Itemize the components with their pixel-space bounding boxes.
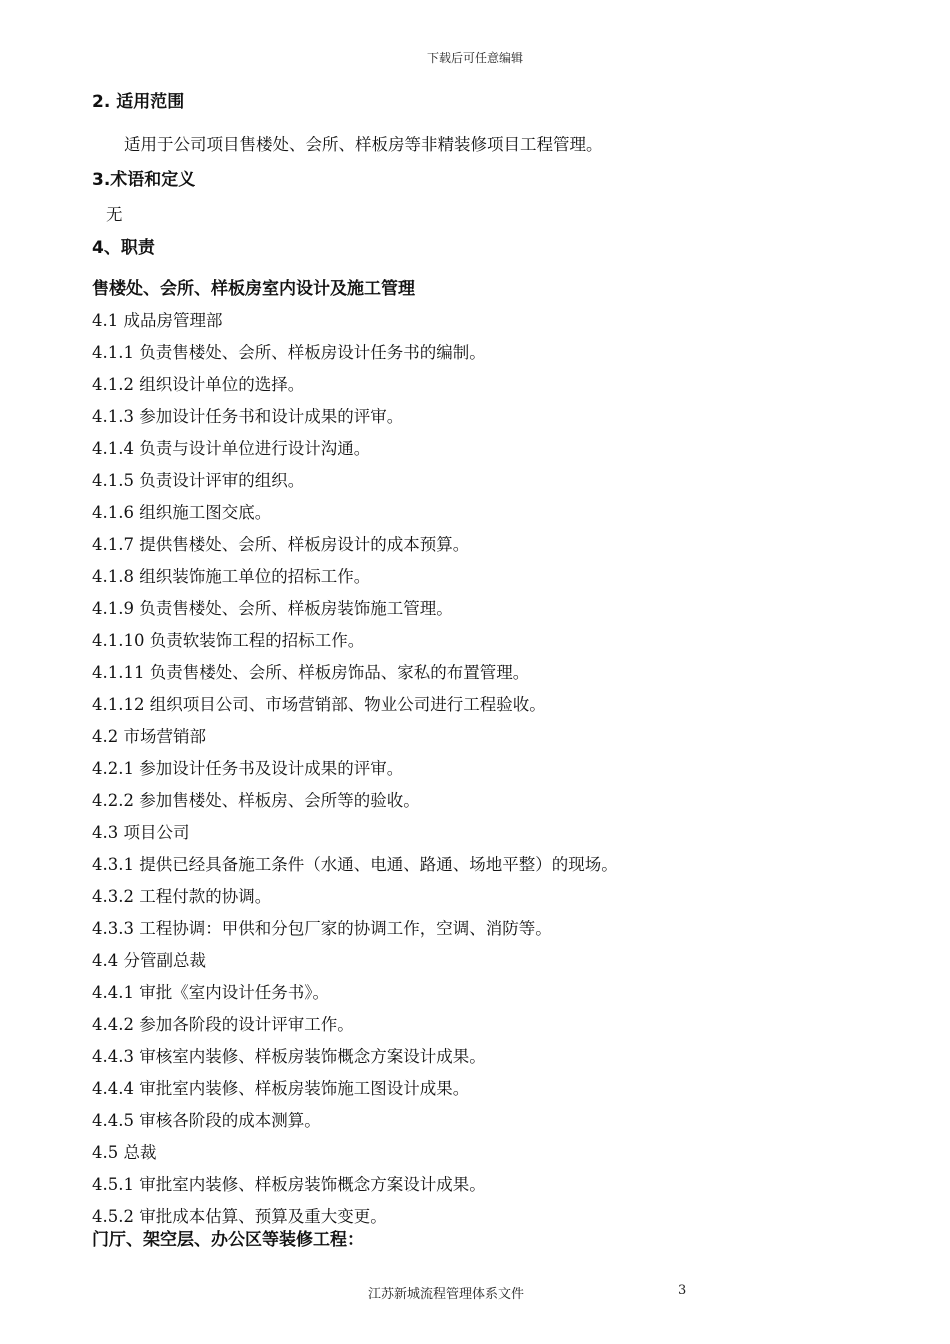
duty-line: 4.3.1 提供已经具备施工条件（水通、电通、路通、场地平整）的现场。 (92, 855, 618, 874)
footer-document-name: 江苏新城流程管理体系文件 (368, 1287, 525, 1302)
duty-line: 4.1.5 负责设计评审的组织。 (92, 471, 305, 490)
duty-line: 4.4.5 审核各阶段的成本测算。 (92, 1111, 321, 1130)
page-header: 下载后可任意编辑 (426, 51, 523, 65)
duty-line: 4.1.4 负责与设计单位进行设计沟通。 (92, 439, 371, 458)
duty-line: 4.2 市场营销部 (92, 727, 206, 746)
duty-line: 4.4.3 审核室内装修、样板房装饰概念方案设计成果。 (92, 1047, 486, 1066)
duty-line: 4.4.2 参加各阶段的设计评审工作。 (92, 1015, 354, 1034)
duty-line: 4.3.2 工程付款的协调。 (92, 887, 272, 906)
duty-line: 4.1.10 负责软装饰工程的招标工作。 (92, 631, 365, 650)
duty-line: 4.5 总裁 (92, 1143, 157, 1162)
scope-paragraph: 适用于公司项目售楼处、会所、样板房等非精装修项目工程管理。 (124, 135, 603, 154)
section-heading-terms: 3.术语和定义 (92, 170, 196, 190)
section-heading-scope: 2. 适用范围 (92, 92, 185, 112)
page-number: 3 (678, 1283, 687, 1298)
duty-line: 4.1.8 组织装饰施工单位的招标工作。 (92, 567, 371, 586)
duty-line: 4.1.2 组织设计单位的选择。 (92, 375, 305, 394)
duty-line: 4.4 分管副总裁 (92, 951, 206, 970)
subsection-heading-lobby-works: 门厅、架空层、办公区等装修工程： (92, 1230, 364, 1250)
duty-line: 4.1.7 提供售楼处、会所、样板房设计的成本预算。 (92, 535, 470, 554)
duty-line: 4.2.1 参加设计任务书及设计成果的评审。 (92, 759, 404, 778)
duty-line: 4.5.2 审批成本估算、预算及重大变更。 (92, 1207, 387, 1226)
duty-line: 4.1.6 组织施工图交底。 (92, 503, 272, 522)
duty-line: 4.1.11 负责售楼处、会所、样板房饰品、家私的布置管理。 (92, 663, 530, 682)
duty-line: 4.2.2 参加售楼处、样板房、会所等的验收。 (92, 791, 420, 810)
duty-line: 4.3 项目公司 (92, 823, 190, 842)
duty-line: 4.1.1 负责售楼处、会所、样板房设计任务书的编制。 (92, 343, 486, 362)
section-heading-duties: 4、职责 (92, 238, 155, 258)
subsection-heading-interior-design: 售楼处、会所、样板房室内设计及施工管理 (92, 279, 415, 299)
duty-line: 4.1.9 负责售楼处、会所、样板房装饰施工管理。 (92, 599, 453, 618)
terms-paragraph: 无 (106, 205, 123, 224)
duty-line: 4.3.3 工程协调：甲供和分包厂家的协调工作，空调、消防等。 (92, 919, 552, 938)
duty-line: 4.5.1 审批室内装修、样板房装饰概念方案设计成果。 (92, 1175, 486, 1194)
duty-line: 4.1.3 参加设计任务书和设计成果的评审。 (92, 407, 404, 426)
duty-line: 4.4.1 审批《室内设计任务书》。 (92, 983, 329, 1002)
duty-line: 4.1.12 组织项目公司、市场营销部、物业公司进行工程验收。 (92, 695, 546, 714)
duty-line: 4.4.4 审批室内装修、样板房装饰施工图设计成果。 (92, 1079, 470, 1098)
duty-line: 4.1 成品房管理部 (92, 311, 223, 330)
